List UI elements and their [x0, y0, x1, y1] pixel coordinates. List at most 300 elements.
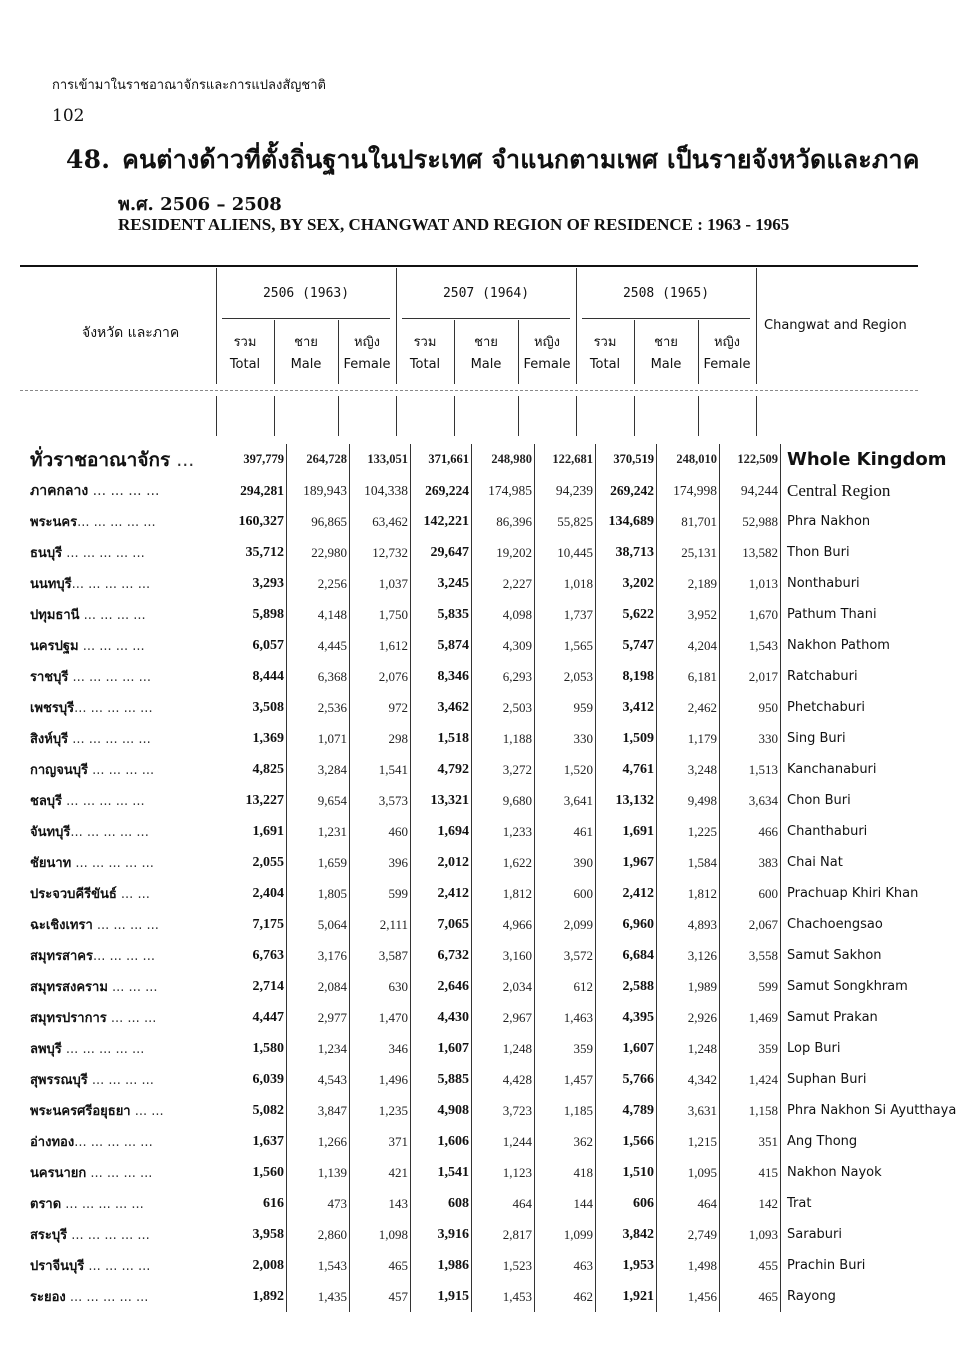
cell-female: 1,093 — [720, 1219, 781, 1250]
leader-dots: ... ... ... ... ... — [61, 1197, 144, 1212]
cell-female: 390 — [535, 847, 596, 878]
table-row — [20, 1188, 956, 1219]
cell-total: 370,519 — [596, 444, 657, 475]
cell-female: 104,338 — [350, 475, 411, 506]
cell-male: 1,622 — [472, 847, 535, 878]
cell-male: 1,188 — [472, 723, 535, 754]
cell-male: 19,202 — [472, 537, 535, 568]
cell-total: 6,763 — [226, 940, 287, 971]
cell-male: 2,977 — [287, 1002, 350, 1033]
cell-male: 264,728 — [287, 444, 350, 475]
column-heading-english: Total — [589, 357, 621, 372]
cell-male: 473 — [287, 1188, 350, 1219]
leader-dots: ... — [170, 448, 195, 471]
cell-female: 122,681 — [535, 444, 596, 475]
cell-total: 5,898 — [226, 599, 287, 630]
changwat-english: Sing Buri — [787, 731, 846, 746]
changwat-thai — [20, 940, 226, 971]
column-heading — [698, 332, 756, 376]
changwat-thai — [20, 1250, 226, 1281]
cell-male: 9,654 — [287, 785, 350, 816]
cell-female: 1,565 — [535, 630, 596, 661]
changwat-thai — [20, 909, 226, 940]
changwat-thai — [20, 878, 226, 909]
leader-dots: ... ... ... ... — [86, 1166, 153, 1181]
changwat-thai — [20, 847, 226, 878]
leader-dots: ... ... ... ... ... — [65, 1290, 149, 1305]
changwat-thai-name: อ่างทอง — [30, 1135, 75, 1150]
cell-female: 298 — [350, 723, 411, 754]
table-row — [20, 475, 956, 506]
changwat-english: Kanchanaburi — [787, 762, 877, 777]
cell-male: 3,847 — [287, 1095, 350, 1126]
cell-male: 2,189 — [657, 568, 720, 599]
leader-dots: ... ... ... ... — [92, 949, 155, 964]
cell-male: 4,428 — [472, 1064, 535, 1095]
changwat-english: Nakhon Nayok — [787, 1165, 882, 1180]
column-heading-english: Female — [703, 357, 751, 372]
table-row — [20, 723, 956, 754]
cell-female: 1,099 — [535, 1219, 596, 1250]
cell-male: 2,462 — [657, 692, 720, 723]
year-label: 2508 (1965) — [622, 286, 710, 301]
changwat-english: Samut Prakan — [787, 1010, 878, 1025]
page-number: 102 — [52, 106, 85, 126]
changwat-english: Saraburi — [787, 1227, 842, 1242]
column-heading-english: Male — [290, 357, 322, 372]
cell-total: 2,055 — [226, 847, 287, 878]
leader-dots: ... ... ... ... ... — [62, 546, 145, 561]
cell-total: 4,908 — [411, 1095, 472, 1126]
cell-male: 1,231 — [287, 816, 350, 847]
column-heading — [454, 332, 518, 376]
cell-female: 13,582 — [720, 537, 781, 568]
column-heading — [338, 332, 396, 376]
cell-male: 2,749 — [657, 1219, 720, 1250]
cell-total: 8,444 — [226, 661, 287, 692]
column-rule-body — [518, 396, 519, 436]
cell-female: 2,099 — [535, 909, 596, 940]
header-separator — [20, 390, 918, 391]
cell-male: 4,893 — [657, 909, 720, 940]
cell-male: 464 — [657, 1188, 720, 1219]
cell-total: 13,227 — [226, 785, 287, 816]
cell-total: 4,447 — [226, 1002, 287, 1033]
table-row — [20, 1095, 956, 1126]
changwat-thai-name: ระยอง — [30, 1290, 66, 1305]
changwat-english: Chachoengsao — [787, 917, 883, 932]
table-row — [20, 785, 956, 816]
column-heading — [634, 332, 698, 376]
changwat-thai — [20, 1188, 226, 1219]
column-heading — [576, 332, 634, 376]
cell-male: 1,543 — [287, 1250, 350, 1281]
cell-female: 460 — [350, 816, 411, 847]
cell-male: 9,498 — [657, 785, 720, 816]
cell-total: 608 — [411, 1188, 472, 1219]
leader-dots: ... ... ... ... — [88, 482, 160, 499]
cell-total: 1,566 — [596, 1126, 657, 1157]
cell-male: 1,139 — [287, 1157, 350, 1188]
column-heading-thai: หญิง — [354, 335, 380, 350]
cell-male: 25,131 — [657, 537, 720, 568]
cell-male: 2,967 — [472, 1002, 535, 1033]
year-underline — [582, 318, 750, 319]
year-underline — [402, 318, 570, 319]
cell-female: 1,469 — [720, 1002, 781, 1033]
table-row — [20, 971, 956, 1002]
cell-male: 5,064 — [287, 909, 350, 940]
changwat-thai — [20, 630, 226, 661]
cell-male: 96,865 — [287, 506, 350, 537]
cell-male: 3,160 — [472, 940, 535, 971]
cell-female: 330 — [535, 723, 596, 754]
table-title-thai-text: คนต่างด้าวที่ตั้งถิ่นฐานในประเทศ จำแนกตามเพศ เป็นรายจังหวัดและภาค — [122, 145, 920, 174]
cell-female: 362 — [535, 1126, 596, 1157]
table-row — [20, 630, 956, 661]
column-heading-english: Male — [650, 357, 682, 372]
cell-male: 1,453 — [472, 1281, 535, 1312]
cell-male: 86,396 — [472, 506, 535, 537]
cell-female: 346 — [350, 1033, 411, 1064]
cell-female: 457 — [350, 1281, 411, 1312]
cell-male: 6,293 — [472, 661, 535, 692]
cell-female: 466 — [720, 816, 781, 847]
leader-dots: ... ... ... ... — [87, 1073, 154, 1088]
cell-total: 5,766 — [596, 1064, 657, 1095]
cell-total: 4,395 — [596, 1002, 657, 1033]
cell-female: 2,067 — [720, 909, 781, 940]
cell-female: 1,037 — [350, 568, 411, 599]
cell-male: 1,989 — [657, 971, 720, 1002]
changwat-thai — [20, 754, 226, 785]
table-title-thai-years: พ.ศ. 2506 – 2508 — [118, 194, 282, 215]
cell-male: 2,256 — [287, 568, 350, 599]
leader-dots: ... ... ... ... — [92, 918, 159, 933]
table-row — [20, 444, 956, 475]
cell-female: 3,558 — [720, 940, 781, 971]
cell-female: 3,587 — [350, 940, 411, 971]
changwat-thai-name: สมุทรสงคราม — [30, 980, 108, 995]
changwat-thai — [20, 1095, 226, 1126]
cell-female: 396 — [350, 847, 411, 878]
cell-total: 4,792 — [411, 754, 472, 785]
cell-male: 1,095 — [657, 1157, 720, 1188]
cell-total: 1,986 — [411, 1250, 472, 1281]
table-row — [20, 754, 956, 785]
cell-female: 3,641 — [535, 785, 596, 816]
cell-male: 3,631 — [657, 1095, 720, 1126]
cell-total: 7,175 — [226, 909, 287, 940]
cell-total: 3,245 — [411, 568, 472, 599]
cell-female: 1,543 — [720, 630, 781, 661]
cell-female: 144 — [535, 1188, 596, 1219]
cell-male: 174,985 — [472, 475, 535, 506]
cell-female: 463 — [535, 1250, 596, 1281]
cell-male: 4,148 — [287, 599, 350, 630]
leader-dots: ... ... ... ... ... — [67, 1228, 150, 1243]
column-rule-body — [396, 396, 397, 436]
changwat-thai — [20, 1281, 226, 1312]
cell-female: 2,053 — [535, 661, 596, 692]
cell-male: 4,543 — [287, 1064, 350, 1095]
column-heading — [396, 332, 454, 376]
cell-male: 2,860 — [287, 1219, 350, 1250]
table-row — [20, 661, 956, 692]
cell-total: 1,607 — [596, 1033, 657, 1064]
column-heading-thai: รวม — [593, 335, 617, 350]
cell-total: 1,509 — [596, 723, 657, 754]
cell-total: 1,967 — [596, 847, 657, 878]
cell-total: 3,412 — [596, 692, 657, 723]
cell-female: 600 — [720, 878, 781, 909]
table-row — [20, 878, 956, 909]
leader-dots: ... ... ... — [106, 1011, 157, 1026]
cell-total: 134,689 — [596, 506, 657, 537]
cell-total: 371,661 — [411, 444, 472, 475]
changwat-english: Chai Nat — [787, 855, 843, 870]
cell-female: 63,462 — [350, 506, 411, 537]
column-rule-body — [274, 396, 275, 436]
column-heading — [518, 332, 576, 376]
changwat-thai-name: สิงห์บุรี — [30, 732, 69, 747]
changwat-english: Phetchaburi — [787, 700, 865, 715]
changwat-english: Rayong — [787, 1289, 836, 1304]
column-heading-thai: หญิง — [714, 335, 740, 350]
cell-total: 8,346 — [411, 661, 472, 692]
cell-total: 38,713 — [596, 537, 657, 568]
cell-total: 294,281 — [226, 475, 287, 506]
table-row — [20, 506, 956, 537]
changwat-thai-name: นครนายก — [30, 1166, 87, 1181]
cell-male: 2,084 — [287, 971, 350, 1002]
cell-male: 1,812 — [472, 878, 535, 909]
cell-total: 3,508 — [226, 692, 287, 723]
table-title-thai — [66, 140, 920, 180]
table-row — [20, 1126, 956, 1157]
cell-female: 330 — [720, 723, 781, 754]
changwat-thai — [20, 785, 226, 816]
cell-total: 6,039 — [226, 1064, 287, 1095]
table-row — [20, 847, 956, 878]
column-heading-thai: ชาย — [294, 335, 318, 350]
cell-total: 1,691 — [226, 816, 287, 847]
column-rule-body — [454, 396, 455, 436]
cell-male: 1,435 — [287, 1281, 350, 1312]
cell-total: 1,510 — [596, 1157, 657, 1188]
leader-dots: ... ... ... ... ... — [62, 794, 145, 809]
changwat-english: Lop Buri — [787, 1041, 841, 1056]
leader-dots: ... ... ... ... ... — [71, 856, 154, 871]
cell-male: 248,980 — [472, 444, 535, 475]
cell-male: 1,071 — [287, 723, 350, 754]
changwat-thai-name: จันทบุรี — [30, 825, 71, 840]
cell-male: 3,176 — [287, 940, 350, 971]
changwat-english: Chanthaburi — [787, 824, 868, 839]
changwat-thai-name: พระนครศรีอยุธยา — [30, 1104, 131, 1119]
cell-total: 2,412 — [596, 878, 657, 909]
leader-dots: ... ... ... ... ... — [74, 701, 153, 716]
cell-female: 630 — [350, 971, 411, 1002]
leader-dots: ... ... — [116, 887, 150, 902]
cell-female: 52,988 — [720, 506, 781, 537]
cell-male: 1,234 — [287, 1033, 350, 1064]
cell-male: 1,659 — [287, 847, 350, 878]
cell-total: 3,916 — [411, 1219, 472, 1250]
cell-female: 465 — [720, 1281, 781, 1312]
column-rule-body — [698, 396, 699, 436]
cell-total: 606 — [596, 1188, 657, 1219]
cell-male: 81,701 — [657, 506, 720, 537]
table-row — [20, 1033, 956, 1064]
cell-male: 1,523 — [472, 1250, 535, 1281]
cell-total: 142,221 — [411, 506, 472, 537]
cell-total: 4,430 — [411, 1002, 472, 1033]
cell-male: 1,233 — [472, 816, 535, 847]
table-row — [20, 1219, 956, 1250]
table-row — [20, 1250, 956, 1281]
cell-female: 142 — [720, 1188, 781, 1219]
data-table — [20, 444, 956, 1312]
changwat-thai — [20, 1002, 226, 1033]
cell-total: 29,647 — [411, 537, 472, 568]
table-row — [20, 537, 956, 568]
cell-female: 1,185 — [535, 1095, 596, 1126]
column-heading-thai: ชาย — [474, 335, 498, 350]
cell-male: 3,723 — [472, 1095, 535, 1126]
cell-female: 12,732 — [350, 537, 411, 568]
cell-female: 2,076 — [350, 661, 411, 692]
cell-male: 4,309 — [472, 630, 535, 661]
changwat-thai — [20, 723, 226, 754]
cell-male: 1,812 — [657, 878, 720, 909]
cell-male: 248,010 — [657, 444, 720, 475]
changwat-english: Chon Buri — [787, 793, 851, 808]
changwat-thai — [20, 1157, 226, 1188]
changwat-thai-name: ชัยนาท — [30, 856, 72, 871]
cell-male: 2,503 — [472, 692, 535, 723]
changwat-english: Phra Nakhon Si Ayutthaya — [787, 1103, 957, 1118]
leader-dots: ... ... ... ... — [78, 639, 145, 654]
cell-female: 418 — [535, 1157, 596, 1188]
cell-total: 1,694 — [411, 816, 472, 847]
changwat-thai-name: ลพบุรี — [30, 1042, 62, 1057]
cell-male: 1,584 — [657, 847, 720, 878]
changwat-thai-name: สระบุรี — [30, 1228, 68, 1243]
leader-dots: ... ... ... ... — [88, 763, 155, 778]
column-rule-body — [576, 396, 577, 436]
cell-female: 1,737 — [535, 599, 596, 630]
cell-female: 133,051 — [350, 444, 411, 475]
cell-total: 5,874 — [411, 630, 472, 661]
changwat-thai-name: ราชบุรี — [30, 670, 69, 685]
cell-total: 616 — [226, 1188, 287, 1219]
cell-male: 22,980 — [287, 537, 350, 568]
changwat-thai — [20, 475, 226, 506]
leader-dots: ... ... ... ... ... — [61, 1042, 145, 1057]
leader-dots: ... ... ... ... — [84, 1259, 151, 1274]
changwat-thai — [20, 444, 226, 475]
year-label: 2506 (1963) — [262, 286, 350, 301]
leader-dots: ... ... ... ... ... — [77, 515, 156, 530]
cell-total: 1,892 — [226, 1281, 287, 1312]
cell-total: 4,761 — [596, 754, 657, 785]
table-title-english: RESIDENT ALIENS, BY SEX, CHANGWAT AND REGION OF RESIDENCE : 1963 - 1965 — [118, 215, 790, 234]
cell-total: 5,747 — [596, 630, 657, 661]
cell-male: 1,248 — [472, 1033, 535, 1064]
cell-female: 3,634 — [720, 785, 781, 816]
cell-total: 13,132 — [596, 785, 657, 816]
cell-male: 3,952 — [657, 599, 720, 630]
changwat-thai — [20, 816, 226, 847]
changwat-thai-name: เพชรบุรี — [30, 701, 75, 716]
cell-female: 1,670 — [720, 599, 781, 630]
cell-total: 2,588 — [596, 971, 657, 1002]
leader-dots: ... ... ... ... ... — [68, 732, 151, 747]
table-row — [20, 909, 956, 940]
cell-female: 1,424 — [720, 1064, 781, 1095]
cell-total: 4,825 — [226, 754, 287, 785]
cell-total: 1,580 — [226, 1033, 287, 1064]
cell-female: 600 — [535, 878, 596, 909]
cell-total: 1,369 — [226, 723, 287, 754]
changwat-thai-name: ฉะเชิงเทรา — [30, 918, 93, 933]
cell-male: 1,215 — [657, 1126, 720, 1157]
cell-female: 1,470 — [350, 1002, 411, 1033]
cell-total: 1,560 — [226, 1157, 287, 1188]
changwat-thai-name: นครปฐม — [30, 639, 79, 654]
data-table-body — [20, 444, 956, 1312]
cell-female: 2,111 — [350, 909, 411, 940]
cell-total: 2,412 — [411, 878, 472, 909]
cell-male: 1,805 — [287, 878, 350, 909]
cell-female: 972 — [350, 692, 411, 723]
table-row — [20, 568, 956, 599]
cell-male: 1,248 — [657, 1033, 720, 1064]
cell-male: 2,227 — [472, 568, 535, 599]
leader-dots: ... ... ... ... ... — [70, 825, 149, 840]
leader-dots: ... ... — [130, 1104, 164, 1119]
cell-female: 1,158 — [720, 1095, 781, 1126]
cell-female: 1,513 — [720, 754, 781, 785]
changwat-english: Pathum Thani — [787, 607, 877, 622]
cell-female: 359 — [535, 1033, 596, 1064]
changwat-thai — [20, 1126, 226, 1157]
cell-female: 1,013 — [720, 568, 781, 599]
cell-total: 3,202 — [596, 568, 657, 599]
changwat-thai — [20, 1033, 226, 1064]
cell-total: 8,198 — [596, 661, 657, 692]
cell-total: 1,691 — [596, 816, 657, 847]
table-row — [20, 692, 956, 723]
top-rule — [20, 265, 918, 267]
cell-male: 1,498 — [657, 1250, 720, 1281]
changwat-english: Samut Sakhon — [787, 948, 882, 963]
changwat-english: Central Region — [787, 481, 891, 500]
cell-total: 1,518 — [411, 723, 472, 754]
cell-male: 4,204 — [657, 630, 720, 661]
cell-total: 1,637 — [226, 1126, 287, 1157]
cell-female: 2,017 — [720, 661, 781, 692]
cell-total: 1,606 — [411, 1126, 472, 1157]
cell-total: 7,065 — [411, 909, 472, 940]
changwat-thai-name: พระนคร — [30, 515, 78, 530]
cell-male: 2,817 — [472, 1219, 535, 1250]
cell-female: 1,496 — [350, 1064, 411, 1095]
table-number: 48. — [66, 145, 111, 174]
changwat-thai-name: นนทบุรี — [30, 577, 72, 592]
cell-total: 1,915 — [411, 1281, 472, 1312]
